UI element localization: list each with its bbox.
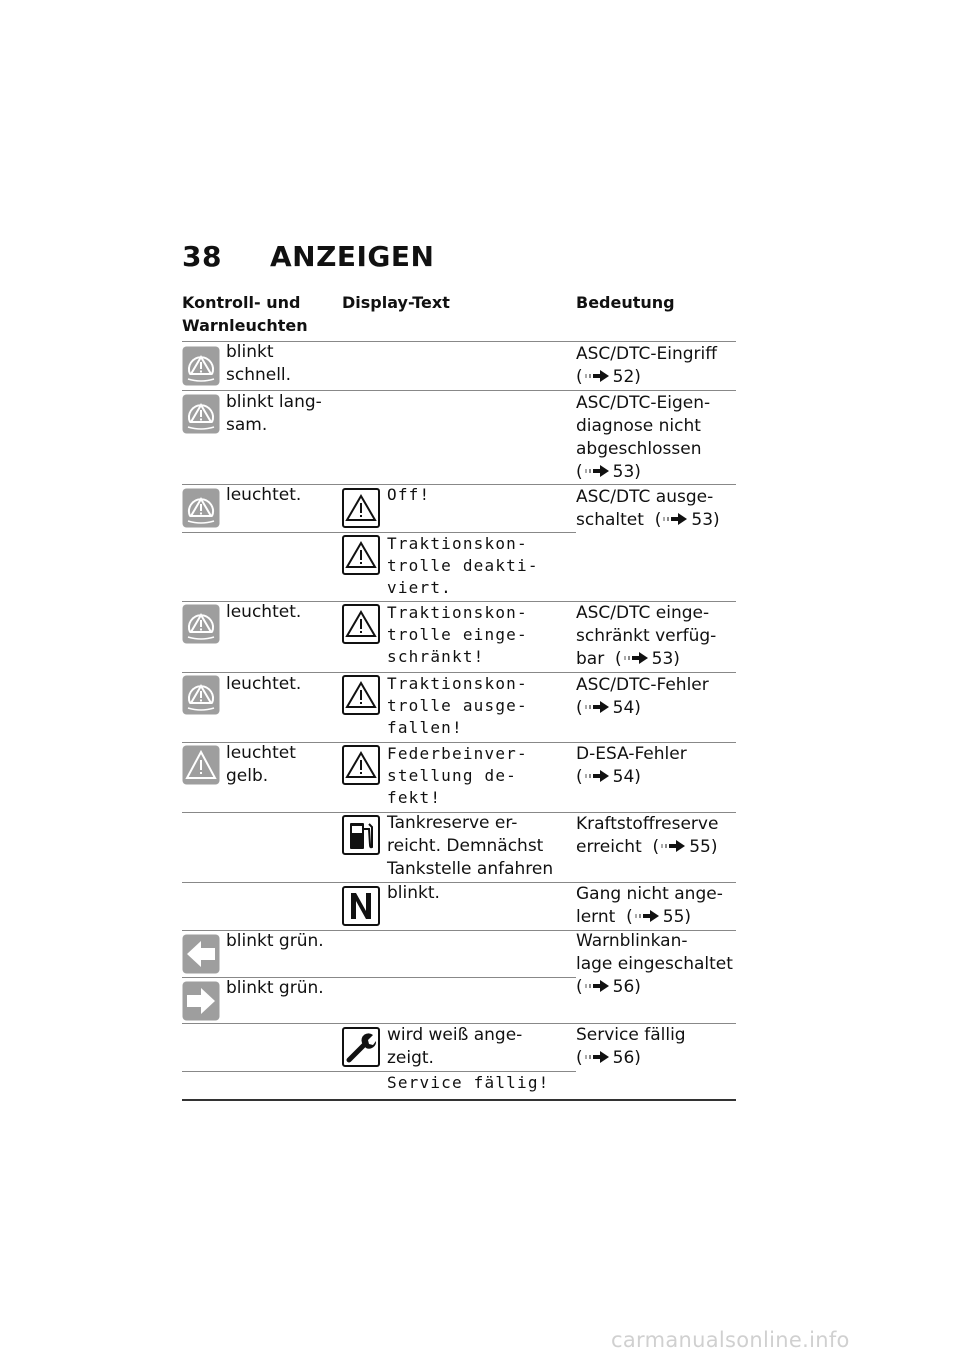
display-text: Traktionskon- trolle deakti- viert. (387, 534, 539, 597)
general-warning-icon (342, 604, 380, 644)
row-state: leuchtet. (226, 602, 302, 622)
column-header-meaning: Bedeutung (576, 293, 675, 312)
page-reference[interactable]: 55) (662, 907, 692, 927)
page-reference[interactable]: 53) (651, 649, 680, 669)
asc-dtc-warning-icon (182, 604, 220, 644)
page-reference-arrow-icon (585, 979, 611, 993)
row-meaning: Service fällig ( 56) (576, 1025, 686, 1068)
asc-dtc-warning-icon (182, 488, 220, 528)
page-reference[interactable]: 52) (612, 367, 641, 387)
page-reference-arrow-icon (585, 1050, 611, 1064)
wrench-icon (342, 1027, 380, 1067)
row-meaning: ASC/DTC-Eigen- diagnose nicht abgeschlossen ( 53) (576, 393, 711, 482)
display-text: Traktionskon- trolle einge- schränkt! (387, 603, 528, 666)
page-reference[interactable]: 54) (612, 767, 641, 787)
row-state: leuchtet. (226, 674, 302, 694)
table-bottom-rule (182, 1099, 736, 1101)
display-text: Service fällig! (387, 1073, 550, 1092)
display-text: Tankreserve er- reicht. Demnächst Tankstelle anfahren (387, 813, 554, 879)
neutral-n-icon (342, 886, 380, 926)
general-warning-icon (342, 488, 380, 528)
page-number: 38 (182, 240, 222, 273)
asc-dtc-warning-icon (182, 346, 220, 386)
column-header-warning-lights: Kontroll- und Warnleuchten (182, 293, 308, 335)
row-state: blinkt grün. (226, 978, 324, 998)
row-meaning: ASC/DTC ausge- schaltet ( 53) (576, 487, 720, 530)
display-text: wird weiß ange- zeigt. (387, 1025, 523, 1068)
page-reference[interactable]: 54) (612, 698, 641, 718)
page-reference-arrow-icon (663, 512, 689, 526)
row-state: blinkt schnell. (226, 342, 292, 385)
row-meaning: D-ESA-Fehler ( 54) (576, 744, 687, 787)
display-text: Off! (387, 485, 431, 504)
general-warning-icon (342, 745, 380, 785)
column-header-display-text: Display-Text (342, 293, 450, 312)
fuel-pump-icon (342, 815, 380, 855)
turn-right-arrow-icon (182, 981, 220, 1021)
page-heading (182, 240, 434, 273)
page-title: ANZEIGEN (269, 240, 435, 273)
page-reference-arrow-icon (585, 700, 611, 714)
row-meaning: Warnblinkan- lage eingeschaltet ( 56) (576, 931, 733, 997)
asc-dtc-warning-icon (182, 675, 220, 715)
row-meaning: ASC/DTC einge- schränkt verfüg- bar ( 53) (576, 603, 717, 669)
page-reference[interactable]: 55) (689, 837, 718, 857)
row-state: leuchtet gelb. (226, 743, 296, 786)
row-state: blinkt lang- sam. (226, 392, 322, 435)
page-reference[interactable]: 53) (612, 462, 641, 482)
display-text: blinkt. (387, 883, 440, 903)
display-text: Traktionskon- trolle ausge- fallen! (387, 674, 528, 737)
row-meaning: ASC/DTC-Eingriff ( 52) (576, 344, 717, 387)
page-reference-arrow-icon (585, 769, 611, 783)
page-reference-arrow-icon (661, 839, 687, 853)
display-text: Federbeinver- stellung de- fekt! (387, 744, 528, 807)
general-warning-icon (342, 675, 380, 715)
turn-left-arrow-icon (182, 934, 220, 974)
general-warning-icon (342, 535, 380, 575)
watermark: carmanualsonline.info (611, 1328, 850, 1352)
page-reference[interactable]: 56) (612, 977, 641, 997)
asc-dtc-warning-icon (182, 394, 220, 434)
row-meaning: ASC/DTC-Fehler ( 54) (576, 675, 709, 718)
row-meaning: Gang nicht ange- lernt ( 55) (576, 884, 723, 927)
row-state: leuchtet. (226, 485, 302, 505)
yellow-warning-icon (182, 745, 220, 785)
row-state: blinkt grün. (226, 931, 324, 951)
row-meaning: Kraftstoffreserve erreicht ( 55) (576, 814, 719, 857)
page-reference-arrow-icon (585, 464, 611, 478)
page-reference-arrow-icon (635, 909, 661, 923)
page-reference[interactable]: 56) (612, 1048, 641, 1068)
page-reference[interactable]: 53) (691, 510, 720, 530)
page-reference-arrow-icon (585, 369, 611, 383)
page-reference-arrow-icon (624, 651, 650, 665)
